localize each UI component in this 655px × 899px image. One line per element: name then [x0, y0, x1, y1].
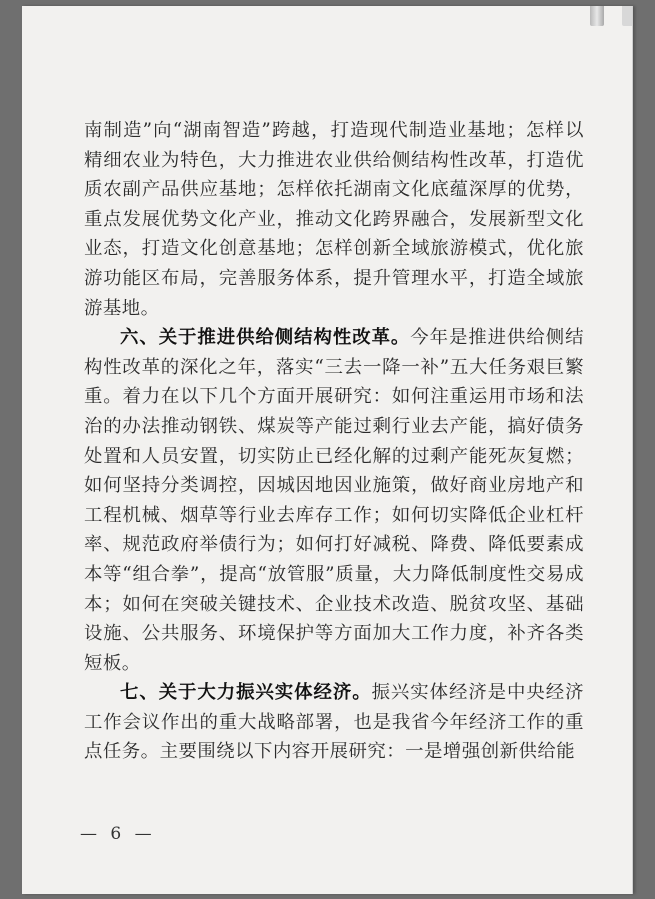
paragraph-text: 今年是推进供给侧结构性改革的深化之年，落实“三去一降一补”五大任务艰巨繁重。着力在以下几个方面开展研究：如何注重运用市场和法治的办法推动钢铁、煤炭等产能过剩行业去产能，搞好债务处置和人员安置，切实防止已经化解的过剩产能死灰复燃；如何坚持分类调控，因城因地因业施策，做好商业房地产和工程机械、烟草等行业去库存工作；如何切实降低企业杠杆率、规范政府举债行为；如何打好减税、降费、降低要素成本等“组合拳”，提高“放管服”质量，大力降低制度性交易成本；如何在突破关键技术、企业技术改造、脱贫攻坚、基础设施、公共服务、环境保护等方面加大工作力度，补齐各类短板。 [84, 327, 584, 674]
paragraph-section-6 [84, 323, 584, 678]
staple-mark-2 [622, 6, 633, 26]
section-7-heading: 七、关于大力振兴实体经济。 [120, 682, 372, 704]
page-number: — 6 — [80, 824, 156, 844]
paragraph-text: 振兴实体经济是中央经济工作会议作出的重大战略部署，也是我省今年经济工作的重点任务。主要围绕以下内容开展研究：一是增强创新供给能 [84, 682, 584, 763]
section-6-heading: 六、关于推进供给侧结构性改革。 [120, 327, 411, 349]
staple-mark [590, 6, 604, 26]
document-body [84, 116, 584, 767]
paragraph-continuation [84, 116, 584, 323]
document-page [22, 6, 633, 894]
paragraph-section-7 [84, 678, 584, 767]
paragraph-text: 南制造”向“湖南智造”跨越，打造现代制造业基地；怎样以精细农业为特色，大力推进农业供给侧结构性改革，打造优质农副产品供应基地；怎样依托湖南文化底蕴深厚的优势，重点发展优势文化产业，推动文化跨界融合，发展新型文化业态，打造文化创意基地；怎样创新全域旅游模式，优化旅游功能区布局，完善服务体系，提升管理水平，打造全域旅游基地。 [84, 120, 584, 319]
